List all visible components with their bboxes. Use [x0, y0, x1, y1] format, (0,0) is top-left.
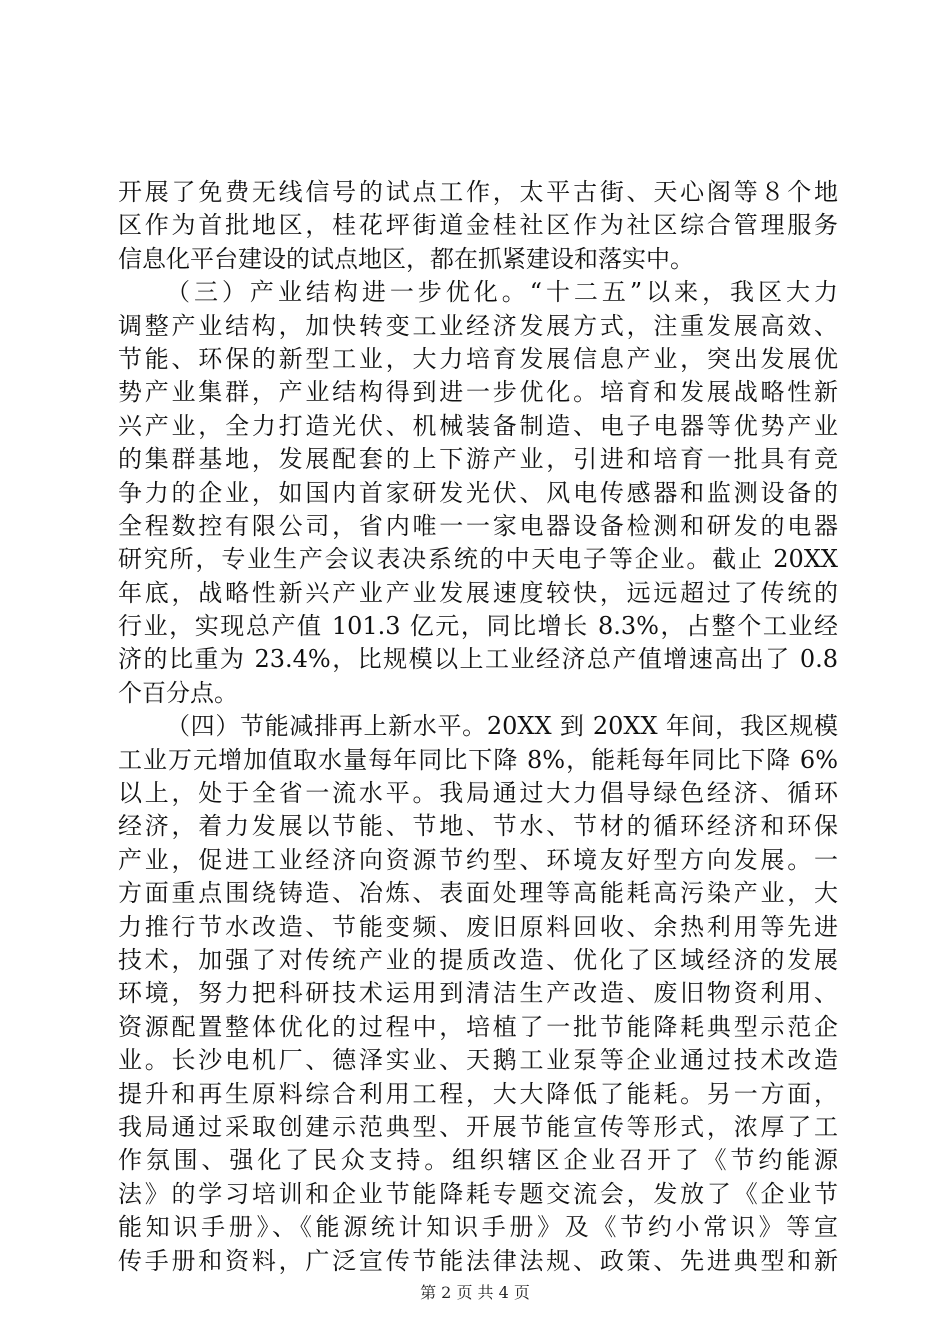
text-line: 势产业集群，产业结构得到进一步优化。培育和发展战略性新 [118, 378, 838, 407]
text-line: 环境，努力把科研技术运用到清洁生产改造、废旧物资利用、 [118, 979, 838, 1008]
text-line: 个百分点。 [118, 678, 238, 707]
text-line: 兴产业，全力打造光伏、机械装备制造、电子电器等优势产业 [118, 411, 838, 440]
text-line: 信息化平台建设的试点地区，都在抓紧建设和落实中。 [118, 244, 694, 273]
text-line: 区作为首批地区，桂花坪街道金桂社区作为社区综合管理服务 [118, 211, 838, 240]
text-line: 我局通过采取创建示范典型、开展节能宣传等形式，浓厚了工 [118, 1112, 838, 1141]
text-line: 工业万元增加值取水量每年同比下降 8%，能耗每年同比下降 6% [118, 745, 838, 774]
text-line: （三）产业结构进一步优化。“十二五”以来，我区大力 [166, 278, 838, 307]
text-line: 节能、环保的新型工业，大力培育发展信息产业，突出发展优 [118, 344, 838, 373]
text-line: 以上，处于全省一流水平。我局通过大力倡导绿色经济、循环 [118, 779, 838, 808]
text-line: 行业，实现总产值 101.3 亿元，同比增长 8.3%，占整个工业经 [118, 612, 838, 641]
text-line: 经济，着力发展以节能、节地、节水、节材的循环经济和环保 [118, 812, 838, 841]
page-footer: 第 2 页 共 4 页 [420, 1283, 530, 1302]
text-line: 法》的学习培训和企业节能降耗专题交流会，发放了《企业节 [118, 1179, 838, 1208]
text-line: 产业，促进工业经济向资源节约型、环境友好型方向发展。一 [118, 845, 838, 874]
text-line: 传手册和资料，广泛宣传节能法律法规、政策、先进典型和新 [118, 1246, 838, 1275]
text-line: 业。长沙电机厂、德泽实业、天鹅工业泵等企业通过技术改造 [118, 1046, 838, 1075]
text-line: 资源配置整体优化的过程中，培植了一批节能降耗典型示范企 [118, 1012, 838, 1041]
text-line: 开展了免费无线信号的试点工作，太平古街、天心阁等８个地 [118, 178, 838, 206]
text-line: 调整产业结构，加快转变工业经济发展方式，注重发展高效、 [118, 311, 838, 340]
text-line: 能知识手册》、《能源统计知识手册》及《节约小常识》等宣 [118, 1213, 838, 1242]
text-line: 济的比重为 23.4%，比规模以上工业经济总产值增速高出了 0.8 [118, 645, 838, 674]
text-line: 作氛围、强化了民众支持。组织辖区企业召开了《节约能源 [118, 1146, 838, 1175]
text-line: 研究所，专业生产会议表决系统的中天电子等企业。截止 20XX [118, 545, 838, 574]
text-line: 全程数控有限公司，省内唯一一家电器设备检测和研发的电器 [118, 511, 838, 540]
text-line: 力推行节水改造、节能变频、废旧原料回收、余热利用等先进 [118, 912, 838, 941]
text-line: 的集群基地，发展配套的上下游产业，引进和培育一批具有竞 [118, 445, 838, 474]
text-line: 争力的企业，如国内首家研发光伏、风电传感器和监测设备的 [118, 478, 838, 507]
text-line: 技术，加强了对传统产业的提质改造、优化了区域经济的发展 [118, 945, 838, 974]
text-line: 方面重点围绕铸造、冶炼、表面处理等高能耗高污染产业，大 [118, 879, 838, 908]
text-line: （四）节能减排再上新水平。20XX 到 20XX 年间，我区规模 [166, 712, 838, 741]
text-line: 年底，战略性新兴产业产业发展速度较快，远远超过了传统的 [118, 578, 838, 607]
body-text [118, 176, 838, 1278]
text-line: 提升和再生原料综合利用工程，大大降低了能耗。另一方面， [118, 1079, 838, 1108]
